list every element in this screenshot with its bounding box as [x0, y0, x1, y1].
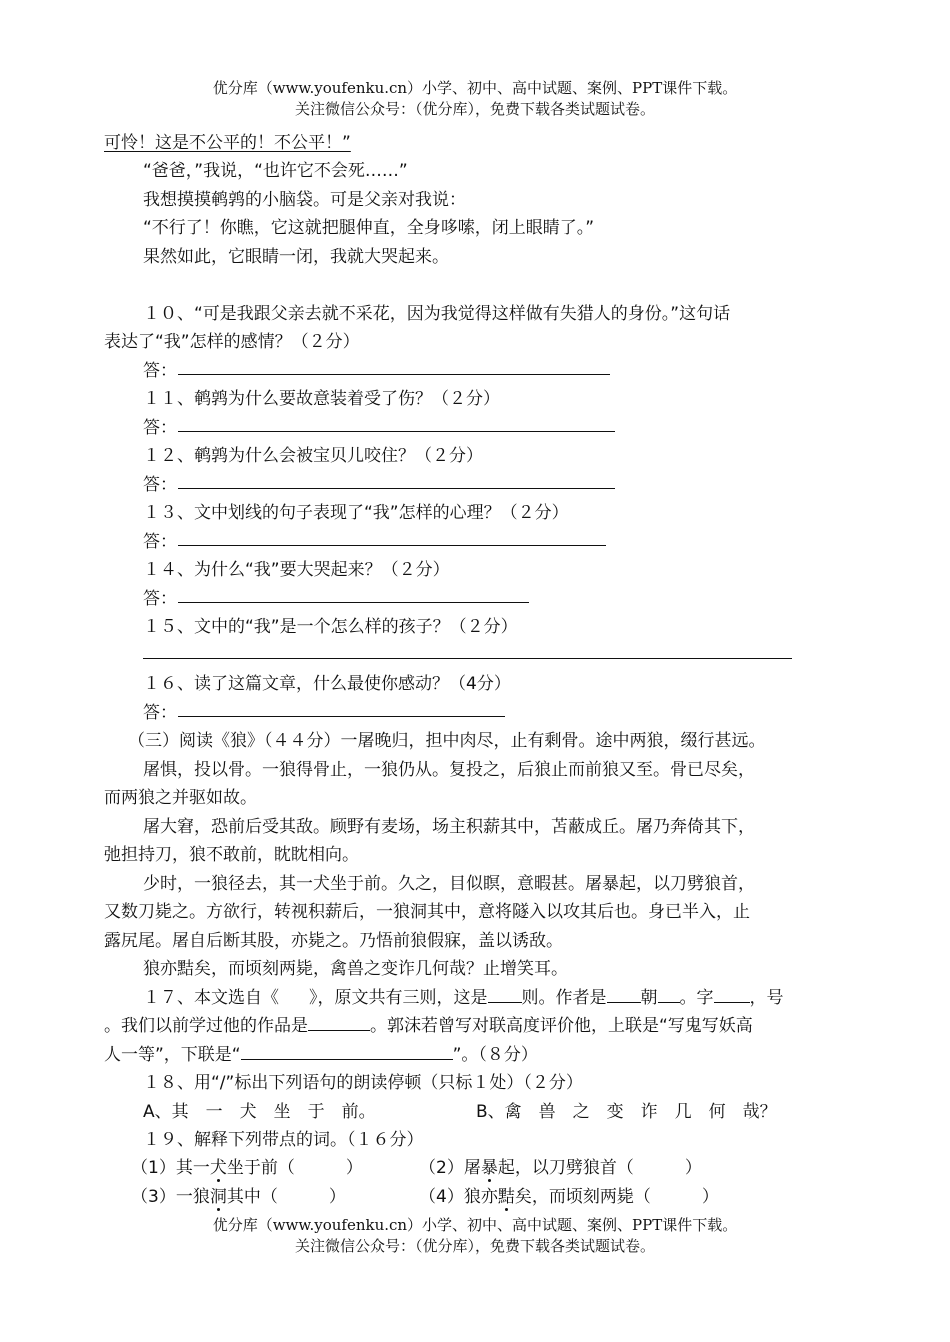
question-10-cont: 表达了“我”怎样的感情？（２分） — [104, 332, 360, 352]
answer-label: 答： — [143, 418, 177, 438]
wolf-paragraph-4: 狼亦黠矣，而顷刻两毙，禽兽之变诈几何哉？止增笑耳。 — [143, 959, 568, 979]
passage-line: “爸爸，”我说，“也许它不会死……” — [143, 161, 408, 181]
question-11: １１、鹌鹑为什么要故意装着受了伤？（２分） — [143, 389, 500, 409]
wolf-paragraph-1-cont: 而两狼之并驱如故。 — [104, 788, 257, 808]
page-footer-line-1: 优分库（www.youfenku.cn）小学、初中、高中试题、案例、PPT课件下载。 — [212, 1216, 738, 1234]
answer-label: 答： — [143, 475, 177, 495]
question-12: １２、鹌鹑为什么会被宝贝儿咬住？（２分） — [143, 446, 483, 466]
question-18: １８、用“/”标出下列语句的朗读停顿（只标１处）（２分） — [143, 1073, 583, 1093]
option-a[interactable]: A、其 一 犬 坐 于 前。 — [143, 1102, 376, 1122]
answer-label: 答： — [143, 589, 177, 609]
blank-previous-work[interactable] — [308, 1016, 370, 1031]
answer-line-12[interactable] — [178, 488, 615, 489]
question-13: １３、文中划线的句子表现了“我”怎样的心理？（２分） — [143, 503, 569, 523]
blank-which-story[interactable] — [488, 988, 522, 1003]
answer-label: 答： — [143, 532, 177, 552]
dotted-word: 洞 — [209, 1187, 227, 1207]
q19-item-1[interactable]: （1）其一犬坐于前（ ） — [131, 1158, 363, 1178]
question-19: １９、解释下列带点的词。（１６分） — [143, 1130, 424, 1150]
question-14: １４、为什么“我”要大哭起来？（２分） — [143, 560, 450, 580]
question-17-cont-2: 人一等”，下联是“ ”。（８分） — [104, 1045, 538, 1065]
wolf-intro: （三）阅读《狼》（４４分）一屠晚归，担中肉尽，止有剩骨。途中两狼，缀行甚远。 — [128, 731, 766, 751]
answer-line-16[interactable] — [178, 716, 505, 717]
q19-item-3[interactable]: （3）一狼洞其中（ ） — [131, 1187, 346, 1207]
wolf-paragraph-2: 屠大窘，恐前后受其敌。顾野有麦场，场主积薪其中，苫蔽成丘。屠乃奔倚其下， — [143, 817, 755, 837]
blank-author[interactable] — [658, 988, 680, 1003]
answer-line-14[interactable] — [178, 602, 529, 603]
question-16: １６、读了这篇文章，什么最使你感动？（4分） — [143, 674, 511, 694]
wolf-paragraph-3-cont: 露尻尾。屠自后断其股，亦毙之。乃悟前狼假寐，盖以诱敌。 — [104, 931, 563, 951]
blank-dynasty[interactable] — [607, 988, 641, 1003]
question-15: １５、文中的“我”是一个怎么样的孩子？（２分） — [143, 617, 518, 637]
underlined-sentence: 可怜！这是不公平的！不公平！” — [104, 133, 351, 153]
wolf-paragraph-1: 屠惧，投以骨。一狼得骨止，一狼仍从。复投之，后狼止而前狼又至。骨已尽矣， — [143, 760, 755, 780]
answer-line-13[interactable] — [178, 545, 606, 546]
wolf-paragraph-2-cont: 弛担持刀，狼不敢前，眈眈相向。 — [104, 845, 359, 865]
passage-line: 我想摸摸鹌鹑的小脑袋。可是父亲对我说： — [143, 190, 466, 210]
dotted-word: 暴 — [480, 1158, 498, 1178]
option-b[interactable]: B、禽 兽 之 变 诈 几 何 哉？ — [476, 1102, 777, 1122]
answer-label: 答： — [143, 361, 177, 381]
question-17: １７、本文选自《 》，原文共有三则，这是 则。作者是 朝 。字 ，号 — [143, 988, 784, 1008]
answer-line-11[interactable] — [178, 431, 615, 432]
passage-line: “不行了！你瞧，它这就把腿伸直，全身哆嗦，闭上眼睛了。” — [143, 218, 595, 238]
answer-line-15[interactable] — [143, 658, 792, 659]
question-17-cont: 。我们以前学过他的作品是 。郭沫若曾写对联高度评价他，上联是“写鬼写妖高 — [104, 1016, 753, 1036]
dotted-word: 黠 — [497, 1187, 515, 1207]
page-header-line-1: 优分库（www.youfenku.cn）小学、初中、高中试题、案例、PPT课件下载。 — [212, 79, 738, 97]
wolf-paragraph-3: 少时，一狼径去，其一犬坐于前。久之，目似瞑，意暇甚。屠暴起，以刀劈狼首， — [143, 874, 755, 894]
q19-item-2[interactable]: （2）屠暴起，以刀劈狼首（ ） — [419, 1158, 702, 1178]
q19-item-4[interactable]: （4）狼亦黠矣，而顷刻两毙（ ） — [419, 1187, 719, 1207]
blank-courtesy-name[interactable] — [714, 988, 750, 1003]
page-footer-line-2: 关注微信公众号：（优分库），免费下载各类试题试卷。 — [294, 1237, 655, 1255]
wolf-paragraph-3-cont: 又数刀毙之。方欲行，转视积薪后，一狼洞其中，意将隧入以攻其后也。身已半入，止 — [104, 902, 750, 922]
question-10: １０、“可是我跟父亲去就不采花，因为我觉得这样做有失猎人的身份。”这句话 — [143, 304, 731, 324]
passage-line: 果然如此，它眼睛一闭，我就大哭起来。 — [143, 247, 449, 267]
answer-line-10[interactable] — [178, 374, 610, 375]
dotted-word: 犬 — [209, 1158, 227, 1178]
page-header-line-2: 关注微信公众号：（优分库），免费下载各类试题试卷。 — [294, 100, 655, 118]
blank-couplet[interactable] — [241, 1045, 453, 1060]
answer-label: 答： — [143, 703, 177, 723]
